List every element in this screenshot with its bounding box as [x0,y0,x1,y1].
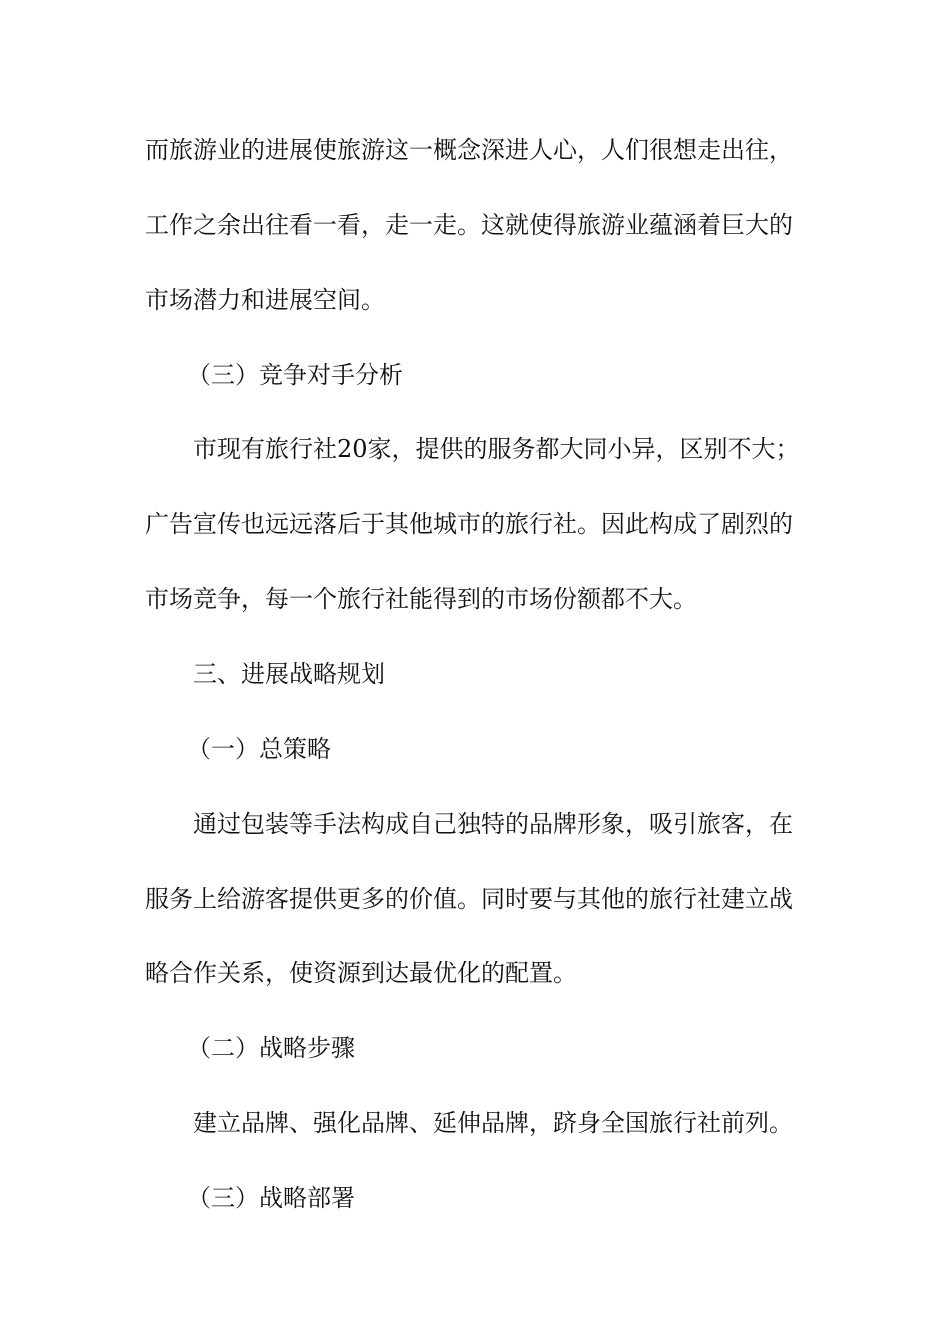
paragraph-line: 工作之余出往看一看，走一走。这就使得旅游业蕴涵着巨大的 [145,211,793,239]
section-heading: （二）战略步骤 [187,1034,355,1062]
paragraph-line: 通过包装等手法构成自己独特的品牌形象，吸引旅客，在 [193,810,793,838]
paragraph-line: 市场竞争，每一个旅行社能得到的市场份额都不大。 [145,585,697,613]
section-heading: （三）战略部署 [187,1184,355,1212]
paragraph-line: 广告宣传也远远落后于其他城市的旅行社。因此构成了剧烈的 [145,510,793,538]
paragraph-line: 市现有旅行社20家，提供的服务都大同小异，区别不大； [193,435,800,463]
paragraph-line: 服务上给游客提供更多的价值。同时要与其他的旅行社建立战 [145,885,793,913]
paragraph-line: 市场潜力和进展空间。 [145,286,385,314]
paragraph-line: 建立品牌、强化品牌、延伸品牌，跻身全国旅行社前列。 [193,1109,793,1137]
chapter-heading: 三、进展战略规划 [193,660,385,688]
paragraph-line: 略合作关系，使资源到达最优化的配置。 [145,959,577,987]
section-heading: （一）总策略 [187,735,331,763]
section-heading: （三）竞争对手分析 [187,361,403,389]
paragraph-line: 而旅游业的进展使旅游这一概念深进人心，人们很想走出往， [145,136,793,164]
